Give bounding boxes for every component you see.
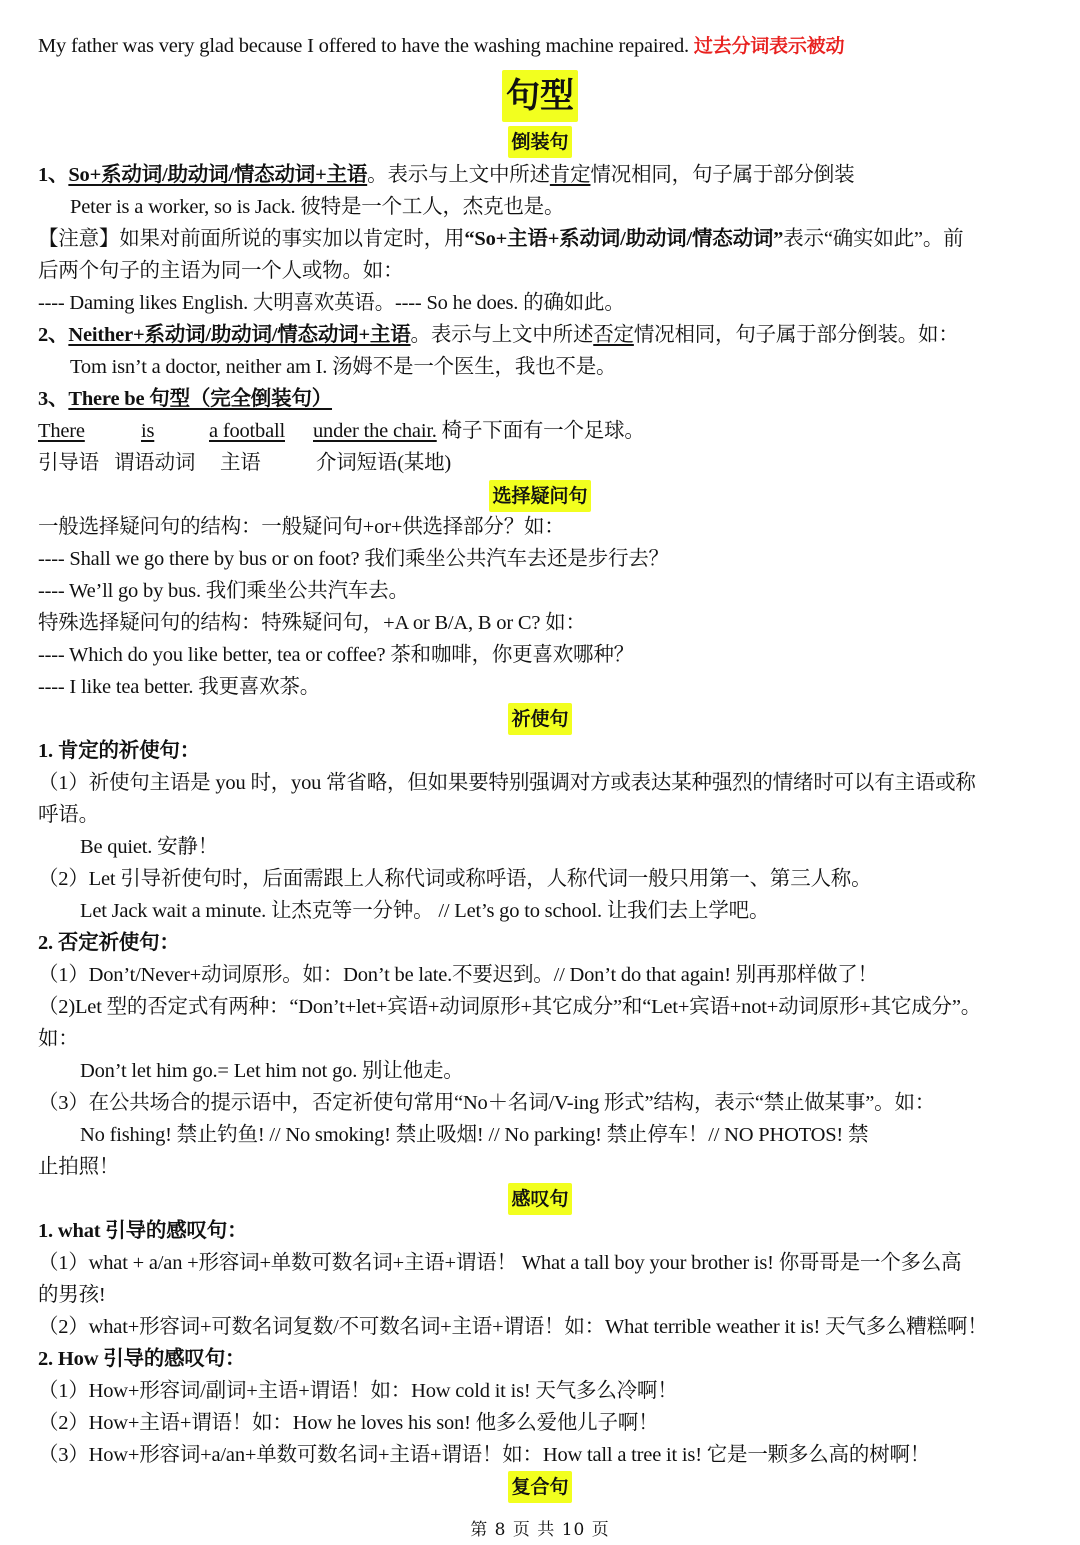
exclamation-h2: （2）How+主语+谓语！如：How he loves his son! 他多么爱他儿子啊！ [38, 1412, 659, 1434]
section-title-wrap [0, 480, 1080, 512]
inversion-item-2 [38, 319, 1040, 351]
section-title-wrap [0, 1183, 1080, 1215]
rule-desc: 情况相同，句子属于部分倒装。如： [633, 324, 959, 346]
section-title-wrap [0, 1471, 1080, 1503]
item-number: 2、 [38, 324, 69, 346]
exclamation-w1-cont: 的男孩! [38, 1284, 106, 1306]
there-be-translation: 椅子下面有一个足球。 [441, 420, 645, 442]
note-bold: “So+主语+系动词/助动词/情态动词” [464, 228, 784, 250]
choice-line: 特殊选择疑问句的结构：特殊疑问句，+A or B/A, B or C? 如： [38, 612, 586, 634]
intro-line [38, 30, 1040, 62]
exclamation-what-heading: 1. what 引导的感叹句： [38, 1220, 248, 1242]
label-subject: 主语 [220, 452, 261, 474]
imperative-n2-example: Don’t let him go.= Let him not go. 别让他走。 [80, 1060, 464, 1082]
item-number: 3、 [38, 388, 69, 410]
there-be-example [38, 415, 1040, 447]
rule-desc: 情况相同，句子属于部分倒装 [590, 164, 855, 186]
label-place: 介词短语(某地) [316, 452, 452, 474]
imperative-n2-cont: 如： [38, 1028, 79, 1050]
section-title-exclamations: 感叹句 [508, 1183, 571, 1215]
example-neither: Tom isn’t a doctor, neither am I. 汤姆不是一个医生，我也不是。 [70, 356, 617, 378]
imperative-p1-example: Be quiet. 安静！ [80, 836, 219, 858]
main-title-wrap [0, 70, 1080, 122]
imperative-n3-example-cont: 止拍照！ [38, 1156, 120, 1178]
page-footer: 第 8 页 共 10 页 [470, 1520, 610, 1540]
part-subject: a football [209, 420, 285, 442]
rule-there-be: There be 句型（完全倒装句） [68, 388, 333, 410]
section-title-imperatives: 祈使句 [508, 703, 571, 735]
choice-line: ---- Shall we go there by bus or on foot? 我们乘坐公共汽车去还是步行去？ [38, 548, 669, 570]
there-be-labels [38, 447, 1040, 479]
main-title: 句型 [502, 70, 578, 122]
inversion-item-1 [38, 159, 1040, 191]
choice-line: ---- I like tea better. 我更喜欢茶。 [38, 676, 321, 698]
exclamation-h3: （3）How+形容词+a/an+单数可数名词+主语+谓语！如：How tall a tree it is! 它是一颗多么高的树啊！ [38, 1444, 931, 1466]
choice-line: ---- We’ll go by bus. 我们乘坐公共汽车去。 [38, 580, 409, 602]
intro-sentence: My father was very glad because I offered to have the washing machine repaired. [38, 35, 689, 57]
rule-desc-underlined: 肯定 [549, 164, 591, 186]
section-title-inversion: 倒装句 [508, 126, 571, 158]
inversion-note-line2: 后两个句子的主语为同一个人或物。如： [38, 260, 404, 282]
imperative-n1: （1）Don’t/Never+动词原形。如：Don’t be late.不要迟到。// Don’t do that again! 别再那样做了！ [38, 964, 878, 986]
rule-desc: 。表示与上文中所述 [367, 164, 550, 186]
imperative-n3: （3）在公共场合的提示语中，否定祈使句常用“No＋名词/V-ing 形式”结构，表示“禁止做某事”。如： [38, 1092, 936, 1114]
imperative-n3-example: No fishing! 禁止钓鱼! // No smoking! 禁止吸烟! // No parking! 禁止停车！// NO PHOTOS! 禁 [80, 1124, 869, 1146]
choice-line: 一般选择疑问句的结构：一般疑问句+or+供选择部分？如： [38, 516, 565, 538]
part-is: is [141, 420, 155, 442]
section-title-compound: 复合句 [508, 1471, 571, 1503]
section-title-wrap [0, 126, 1080, 158]
exclamation-w1: （1）what + a/an +形容词+单数可数名词+主语+谓语！ What a tall boy your brother is! 你哥哥是一个多么高 [38, 1252, 962, 1274]
rule-desc-underlined: 否定 [593, 324, 634, 346]
note-text: 表示“确实如此”。前 [783, 228, 964, 250]
part-there: There [38, 420, 85, 442]
intro-note: 过去分词表示被动 [693, 35, 845, 57]
section-title-choice: 选择疑问句 [489, 480, 590, 512]
rule-desc: 。表示与上文中所述 [410, 324, 594, 346]
label-intro: 引导语 [38, 452, 99, 474]
imperative-p2-example: Let Jack wait a minute. 让杰克等一分钟。 // Let’s go to school. 让我们去上学吧。 [80, 900, 770, 922]
label-verb: 谓语动词 [114, 452, 196, 474]
exclamation-h1: （1）How+形容词/副词+主语+谓语！如：How cold it is! 天气多么冷啊！ [38, 1380, 678, 1402]
imperative-positive-heading: 1. 肯定的祈使句： [38, 740, 200, 762]
inversion-item-3 [38, 383, 1040, 415]
rule-neither: Neither+系动词/助动词/情态动词+主语 [68, 324, 411, 346]
imperative-negative-heading: 2. 否定祈使句： [38, 932, 180, 954]
rule-so: So+系动词/助动词/情态动词+主语 [68, 164, 368, 186]
part-place: under the chair. [313, 420, 437, 442]
imperative-p1: （1）祈使句主语是 you 时，you 常省略，但如果要特别强调对方或表达某种强烈的情绪时可以有主语或称 [38, 772, 976, 794]
inversion-note [38, 223, 1040, 255]
item-number: 1、 [38, 164, 69, 186]
note-text: 【注意】如果对前面所说的事实加以肯定时，用 [38, 228, 465, 250]
imperative-p2: （2）Let 引导祈使句时，后面需跟上人称代词或称呼语，人称代词一般只用第一、第三人称。 [38, 868, 872, 890]
choice-line: ---- Which do you like better, tea or coffee? 茶和咖啡，你更喜欢哪种？ [38, 644, 634, 666]
exclamation-w2: （2）what+形容词+可数名词复数/不可数名词+主语+谓语！如：What terrible weather it is! 天气多么糟糕啊！ [38, 1316, 988, 1338]
example-so: Peter is a worker, so is Jack. 彼特是一个工人，杰克也是。 [70, 196, 565, 218]
imperative-n2: （2)Let 型的否定式有两种：“Don’t+let+宾语+动词原形+其它成分”和“Let+宾语+not+动词原形+其它成分”。 [38, 996, 982, 1018]
exclamation-how-heading: 2. How 引导的感叹句： [38, 1348, 246, 1370]
imperative-p1-cont: 呼语。 [38, 804, 99, 826]
section-title-wrap [0, 703, 1080, 735]
inversion-note-example: ---- Daming likes English. 大明喜欢英语。---- So he does. 的确如此。 [38, 292, 625, 314]
